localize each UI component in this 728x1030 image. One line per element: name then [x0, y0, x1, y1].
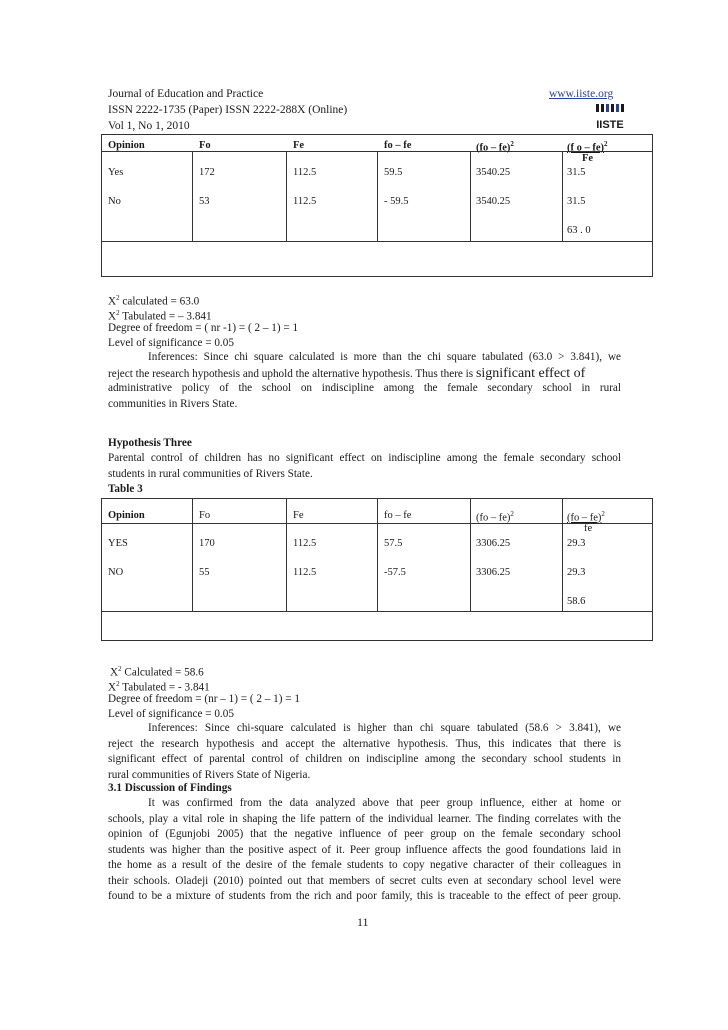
t2-row2-ratio: 31.5 — [567, 196, 586, 207]
t2-header-ratio-denominator: Fe — [582, 153, 594, 164]
discussion-heading: 3.1 Discussion of Findings — [108, 782, 232, 794]
t2-header-fe: Fe — [293, 140, 305, 151]
t2-total: 63 . 0 — [567, 225, 591, 236]
t3-header-ratio: (fo – fe)$^2$ — [567, 510, 605, 524]
t3-row1-fe: 112.5 — [293, 538, 317, 549]
t3-row1-ratio: 29.3 — [567, 538, 586, 549]
page-number: 11 — [357, 915, 369, 929]
t3-total: 58.6 — [567, 596, 586, 607]
t3-row1-diff: 57.5 — [384, 538, 403, 549]
t2-header-opinion: Opinion — [108, 140, 145, 151]
t2-row2-squared: 3540.25 — [476, 196, 511, 207]
t2-row2-diff: - 59.5 — [384, 196, 409, 207]
volume-line: Vol 1, No 1, 2010 — [108, 120, 190, 132]
chi-square-table-2 — [101, 134, 653, 277]
t2-header-squared: (fo – fe)$^2$ — [476, 140, 514, 154]
journal-website-link[interactable]: www.iiste.org — [549, 88, 614, 100]
t2-row2-opinion: No — [108, 196, 121, 207]
t3-row2-fe: 112.5 — [293, 567, 317, 578]
t3-row1-opinion: YES — [108, 538, 128, 549]
t3-row2-squared: 3306.25 — [476, 567, 511, 578]
t3-row2-diff: -57.5 — [384, 567, 406, 578]
t2-header-fo-minus-fe: fo – fe — [384, 140, 412, 151]
chi-square-table-3 — [101, 498, 653, 641]
svg-text:IISTE: IISTE — [596, 119, 624, 131]
t3-inference-paragraph: Inferences: Since chi-square calculated is higher than chi square tabulated (58.6 > 3.841), we reject the research hypothesis and accept the alternative hypothesis. Thus, this indicates that there is significant effect of parental control of children on indiscipline among the secondary school students in rural communities of Rivers State of Nigeria. — [108, 722, 621, 781]
t2-inference-paragraph: Inferences: Since chi square calculated is more than the chi square tabulated (63.0 > 3.841), we reject the research hypothesis and uphold the alternative hypothesis. Thus there is significant effect of administrative policy of the school on indiscipline among the female secondary school in rural communities in Rivers State. — [108, 351, 621, 410]
t2-row1-fe: 112.5 — [293, 167, 317, 178]
journal-title: Journal of Education and Practice — [108, 88, 264, 100]
hypothesis-three-statement: Parental control of children has no significant effect on indiscipline among the female secondary school students in rural communities of Rivers State. — [108, 452, 621, 480]
t3-row1-squared: 3306.25 — [476, 538, 511, 549]
t2-row1-fo: 172 — [199, 167, 215, 178]
t3-header-opinion: Opinion — [108, 510, 145, 521]
t3-header-fo-minus-fe: fo – fe — [384, 510, 412, 521]
hypothesis-three-title: Hypothesis Three — [108, 437, 192, 449]
t3-header-ratio-denominator: fe — [584, 523, 593, 534]
t3-row1-fo: 170 — [199, 538, 215, 549]
t2-row1-diff: 59.5 — [384, 167, 403, 178]
t3-header-fe: Fe — [293, 510, 304, 521]
iiste-logo — [594, 102, 626, 134]
t3-degree-of-freedom: Degree of freedom = (nr – 1) = ( 2 – 1) = 1 — [108, 693, 300, 705]
t2-chi-tabulated: $X^2$ Tabulated = – 3.841 — [108, 309, 212, 323]
issn-line: ISSN 2222-1735 (Paper) ISSN 2222-288X (Online) — [108, 104, 348, 116]
t2-header-ratio: (f o – fe)$^2$ — [567, 140, 608, 154]
t2-row2-fo: 53 — [199, 196, 210, 207]
t2-row2-fe: 112.5 — [293, 196, 317, 207]
discussion-paragraph: It was confirmed from the data analyzed above that peer group influence, either at home or schools, play a vital role in shaping the life pattern of the individual learner. The finding correlates with the opinion of (Egunjobi 2005) that the negative influence of peer group on the female secondary school students was higher than the positive aspect of it. Peer group influence affects the good foundations laid in the home as a result of the desire of the female students to copy negative character of their colleagues in their schools. Oladeji (2010) pointed out that members of secret cults even at secondary school level were found to be a mixture of students from the rich and poor family, this is traceable to the effect of peer group. — [108, 797, 621, 902]
t3-row2-fo: 55 — [199, 567, 210, 578]
t2-row1-ratio: 31.5 — [567, 167, 586, 178]
t2-row1-squared: 3540.25 — [476, 167, 511, 178]
t3-header-squared: (fo – fe)$^2$ — [476, 510, 514, 524]
t3-level-of-significance: Level of significance = 0.05 — [108, 708, 234, 720]
table-3-label: Table 3 — [108, 483, 143, 495]
t3-row2-ratio: 29.3 — [567, 567, 586, 578]
t3-header-fo: Fo — [199, 510, 211, 521]
t2-chi-calculated: $X^2$ calculated = 63.0 — [108, 294, 200, 308]
t2-row1-opinion: Yes — [108, 167, 124, 178]
t2-degree-of-freedom: Degree of freedom = ( nr -1) = ( 2 – 1) = 1 — [108, 322, 299, 334]
t2-header-fo: Fo — [199, 140, 211, 151]
t3-chi-tabulated: $X^2$ Tabulated = - 3.841 — [108, 680, 210, 694]
t2-level-of-significance: Level of significance = 0.05 — [108, 337, 234, 349]
t3-row2-opinion: NO — [108, 567, 124, 578]
t3-chi-calculated: $X^2$ Calculated = 58.6 — [110, 665, 204, 679]
